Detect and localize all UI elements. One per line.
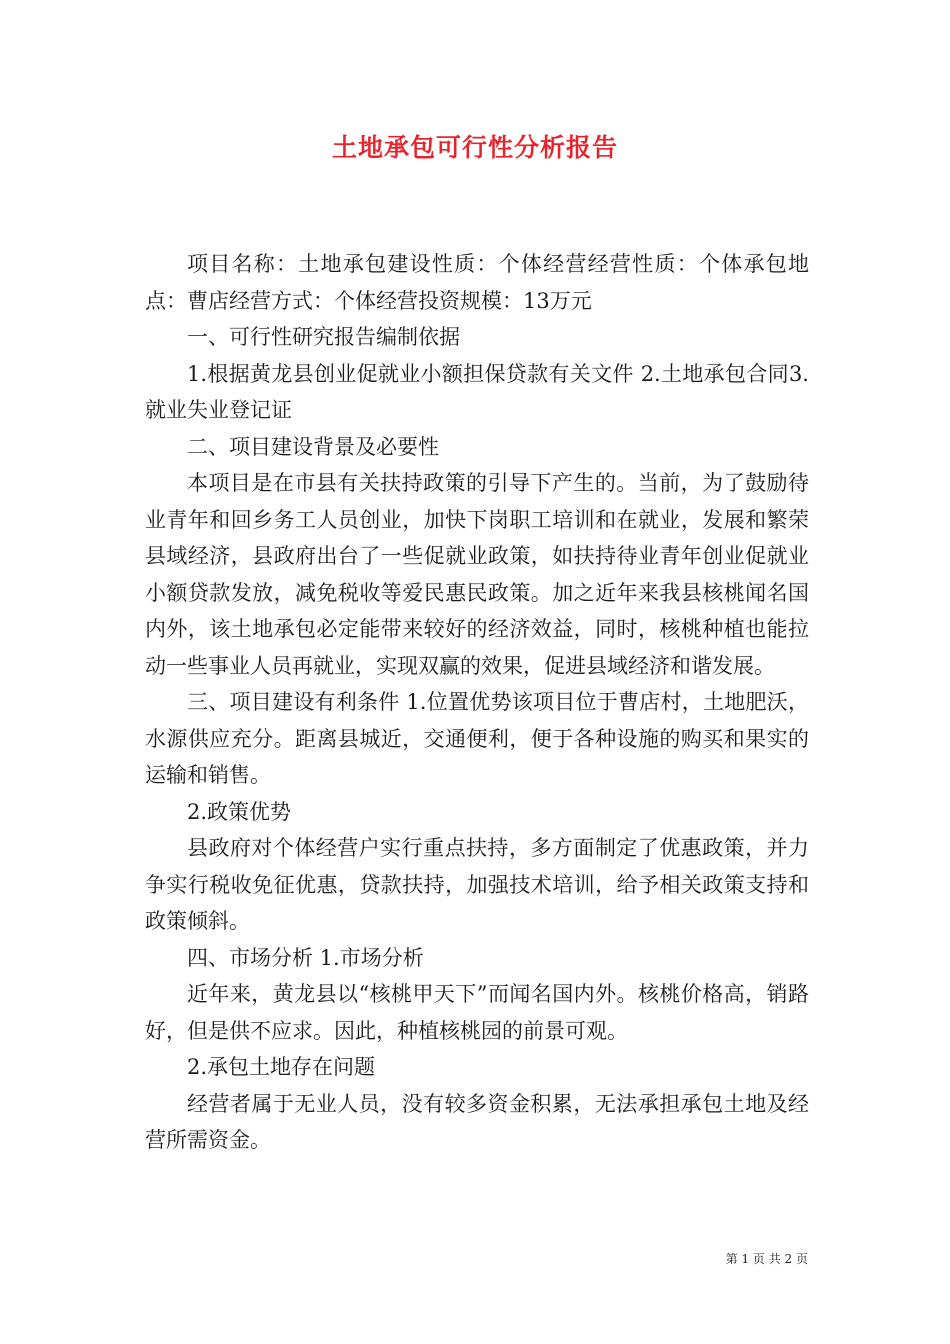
paragraph-section-3: 三、项目建设有利条件 1.位置优势该项目位于曹店村，土地肥沃，水源供应充分。距离县城近，交通便利，便于各种设施的购买和果实的运输和销售。 [145,690,809,787]
document-title: 土地承包可行性分析报告 [331,133,618,162]
paragraph-background: 本项目是在市县有关扶持政策的引导下产生的。当前，为了鼓励待业青年和回乡务工人员创业，加快下岗职工培训和在就业，发展和繁荣县域经济，县政府出台了一些促就业政策，如扶持待业青年创业促就业小额贷款发放，减免税收等爱民惠民政策。加之近年来我县核桃闻名国内外，该土地承包必定能带来较好的经济效益，同时，核桃种植也能拉动一些事业人员再就业，实现双赢的效果，促进县域经济和谐发展。 [145,471,809,678]
page-number: 第 1 页 共 2 页 [725,1252,808,1266]
paragraph-market: 近年来，黄龙县以“核桃甲天下”而闻名国内外。核桃价格高，销路好，但是供不应求。因此，种植核桃园的前景可观。 [145,982,809,1043]
heading-land-issues: 2.承包土地存在问题 [187,1055,376,1079]
heading-section-1: 一、可行性研究报告编制依据 [187,325,460,349]
document-body [145,246,809,1159]
heading-section-4: 四、市场分析 1.市场分析 [187,945,424,970]
paragraph-land-issues: 经营者属于无业人员，没有较多资金积累，无法承担承包土地及经营所需资金。 [145,1091,809,1152]
heading-section-2: 二、项目建设背景及必要性 [187,434,439,459]
heading-policy-advantage: 2.政策优势 [187,799,292,824]
paragraph-project-info: 项目名称：土地承包建设性质：个体经营经营性质：个体承包地点：曹店经营方式：个体经营投资规模：13万元 [145,252,809,313]
paragraph-policy: 县政府对个体经营户实行重点扶持，多方面制定了优惠政策，并力争实行税收免征优惠，贷款扶持，加强技术培训，给予相关政策支持和政策倾斜。 [145,836,809,933]
paragraph-basis: 1.根据黄龙县创业促就业小额担保贷款有关文件 2.土地承包合同3.就业失业登记证 [145,361,809,422]
